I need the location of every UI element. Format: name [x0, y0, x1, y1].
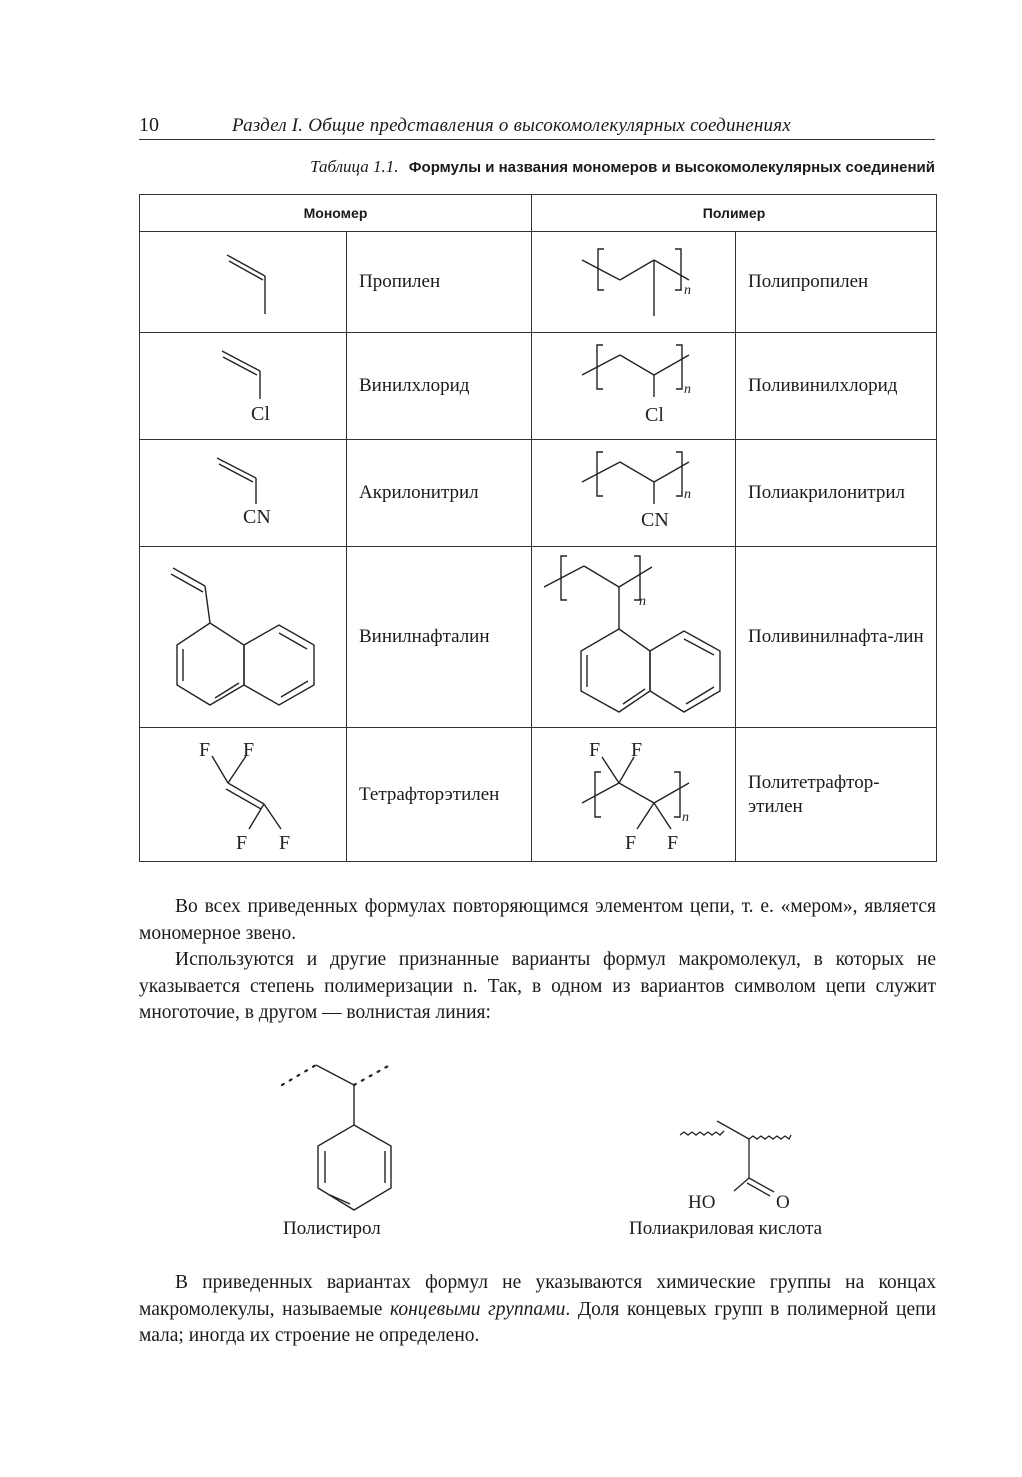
polyacrylonitrile-structure — [532, 440, 736, 547]
fluorine-atom: F — [588, 738, 600, 761]
nitrile-group: CN — [640, 509, 669, 531]
paragraph-3 — [139, 1270, 936, 1350]
tetrafluoroethylene-structure — [140, 728, 347, 862]
polymer-name: Полипропилен — [736, 232, 937, 333]
oxygen-label: O — [776, 1192, 790, 1213]
paragraph-3-part-1: В приведенных вариантах формул не указываются химические группы на концах макромолекулы, называемые — [139, 1272, 936, 1320]
acrylonitrile-structure — [140, 440, 347, 547]
monomer-name: Пропилен — [347, 232, 532, 333]
table-row — [140, 440, 937, 547]
nitrile-group: CN — [243, 506, 271, 528]
fluorine-atom: F — [666, 831, 678, 854]
polymer-name: Поливинилнафта-лин — [736, 547, 937, 728]
vinyl-chloride-structure — [140, 333, 347, 440]
formula-table — [139, 194, 937, 862]
polytetrafluoroethylene-structure — [532, 728, 736, 862]
paragraph-3-emphasis: концевыми группами — [389, 1298, 566, 1320]
fluorine-atom: F — [243, 738, 255, 761]
fluorine-atom: F — [279, 831, 291, 854]
polymer-name: Поливинилхлорид — [736, 333, 937, 440]
polypropylene-structure — [532, 232, 736, 333]
monomer-name: Тетрафторэтилен — [347, 728, 532, 862]
paragraph-2 — [139, 947, 936, 1027]
subscript-n: n — [683, 487, 691, 502]
table-row — [140, 547, 937, 728]
paragraph-1-text: Во всех приведенных формулах повторяющимся элементом цепи, т. е. «мером», является мономерное звено. — [139, 896, 936, 944]
page-number: 10 — [139, 114, 159, 136]
fluorine-atom: F — [624, 831, 636, 854]
polystyrene-label: Полистирол — [283, 1218, 381, 1239]
table-row — [140, 333, 937, 440]
header-rule — [139, 139, 935, 140]
table-row — [140, 232, 937, 333]
subscript-n: n — [681, 809, 689, 825]
chlorine-atom: Cl — [251, 403, 270, 425]
subscript-n: n — [683, 283, 691, 298]
propylene-structure — [140, 232, 347, 333]
polyvinylnaphthalene-structure — [532, 547, 736, 728]
subscript-n: n — [683, 382, 691, 397]
subscript-n: n — [639, 594, 647, 609]
header-polymer: Полимер — [532, 195, 937, 232]
running-head: Раздел I. Общие представления о высокомолекулярных соединениях — [232, 115, 791, 136]
fluorine-atom: F — [236, 831, 248, 854]
paragraph-2-text: Используются и другие признанные варианты формул макромолекул, в которых не указывается степень полимеризации n. Так, в одном из вариантов символом цепи служит многоточие, в другом — волнистая линия: — [139, 949, 936, 1023]
table-row — [140, 728, 937, 862]
table-caption — [310, 157, 935, 177]
polymer-name: Полиакрилонитрил — [736, 440, 937, 547]
fluorine-atom: F — [199, 738, 211, 761]
monomer-name: Винилхлорид — [347, 333, 532, 440]
polyacrylic-acid-structure — [670, 1105, 810, 1217]
caption-label: Таблица 1.1. — [310, 157, 399, 176]
polystyrene-structure — [270, 1050, 410, 1220]
polyvinyl-chloride-structure — [532, 333, 736, 440]
paragraph-1 — [139, 894, 936, 947]
header-monomer: Мономер — [140, 195, 532, 232]
hydroxyl-label: HO — [688, 1192, 716, 1213]
fluorine-atom: F — [630, 738, 642, 761]
monomer-name: Акрилонитрил — [347, 440, 532, 547]
vinylnaphthalene-structure — [140, 547, 347, 728]
chlorine-atom: Cl — [644, 404, 664, 426]
polyacrylic-acid-label: Полиакриловая кислота — [629, 1218, 823, 1239]
polymer-name: Политетрафтор-этилен — [736, 728, 937, 862]
caption-title: Формулы и названия мономеров и высокомолекулярных соединений — [408, 159, 935, 176]
monomer-name: Винилнафталин — [347, 547, 532, 728]
paragraph-3-text — [139, 1270, 936, 1350]
paragraph-3-part-2: . Доля концевых групп в полимерной цепи мала; иногда их строение не определено. — [139, 1298, 937, 1346]
